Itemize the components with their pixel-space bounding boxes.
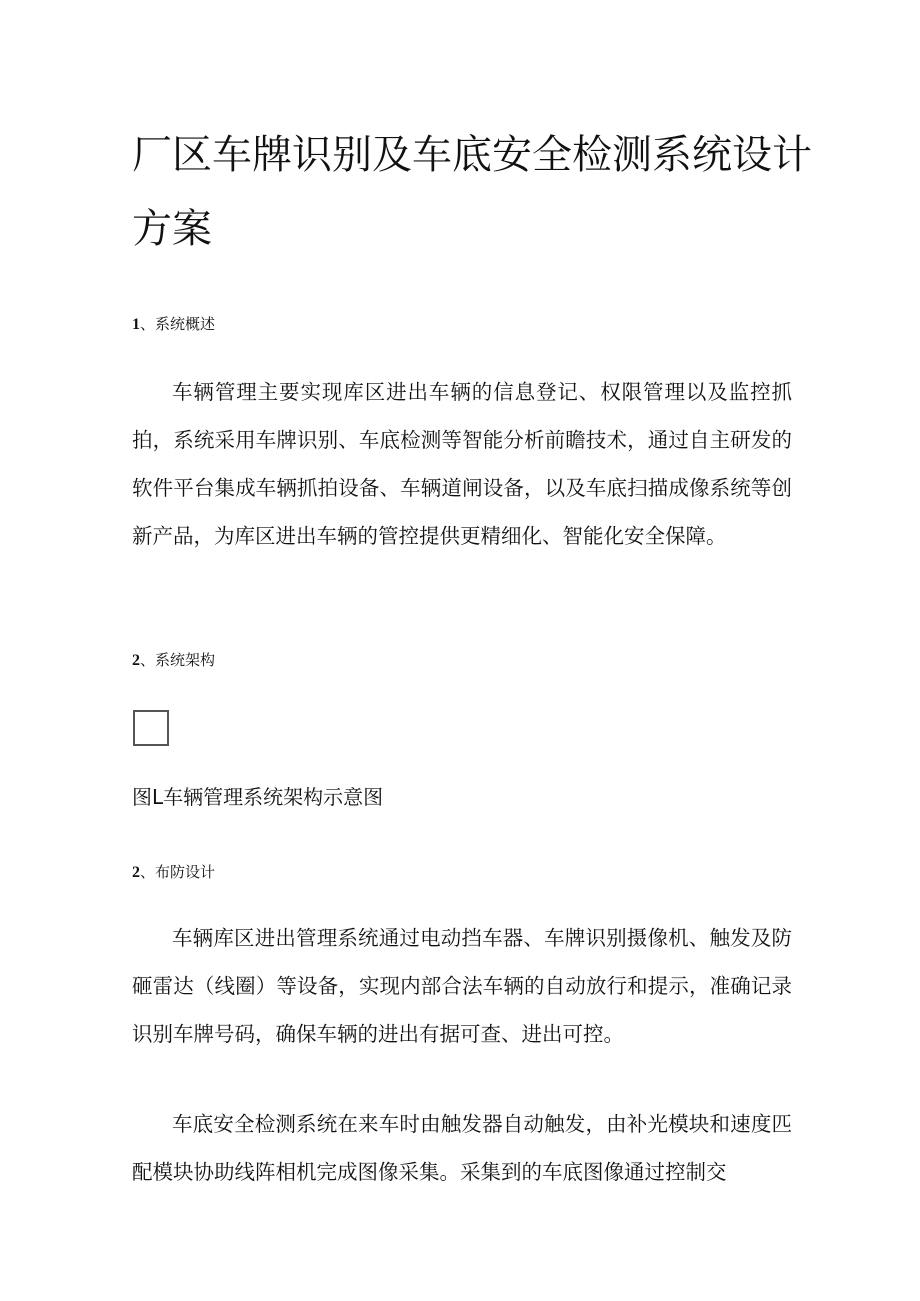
- document-title: 厂区车牌识别及车底安全检测系统设计方案: [132, 132, 812, 252]
- section-separator: 、: [140, 651, 156, 669]
- overview-paragraph: 车辆管理主要实现库区进出车辆的信息登记、权限管理以及监控抓拍，系统采用车牌识别、车底检测等智能分析前瞻技术，通过自主研发的软件平台集成车辆抓拍设备、车辆道闸设备，以及车底扫描成像系统等创新产品，为库区进出车辆的管控提供更精细化、智能化安全保障。: [132, 380, 792, 548]
- section-heading-deployment: [132, 862, 215, 883]
- section-number: 2: [132, 864, 140, 881]
- deployment-paragraph-2: 车底安全检测系统在来车时由触发器自动触发，由补光模块和速度匹配模块协助线阵相机完成图像采集。采集到的车底图像通过控制交: [132, 1112, 792, 1184]
- section-heading-text: 系统概述: [155, 315, 216, 333]
- broken-image-placeholder: [133, 710, 169, 746]
- section-number: 1: [132, 316, 140, 333]
- section-heading-architecture: [132, 650, 215, 671]
- section-separator: 、: [140, 863, 156, 881]
- section-heading-overview: [132, 314, 215, 335]
- deployment-paragraph-1: 车辆库区进出管理系统通过电动挡车器、车牌识别摄像机、触发及防砸雷达（线圈）等设备，实现内部合法车辆的自动放行和提示，准确记录识别车牌号码，确保车辆的进出有据可查、进出可控。: [132, 926, 792, 1046]
- section-heading-text: 布防设计: [155, 863, 216, 881]
- section-heading-text: 系统架构: [155, 651, 216, 669]
- figure-caption: 图L车辆管理系统架构示意图: [132, 785, 384, 809]
- section-number: 2: [132, 652, 140, 669]
- section-separator: 、: [140, 315, 156, 333]
